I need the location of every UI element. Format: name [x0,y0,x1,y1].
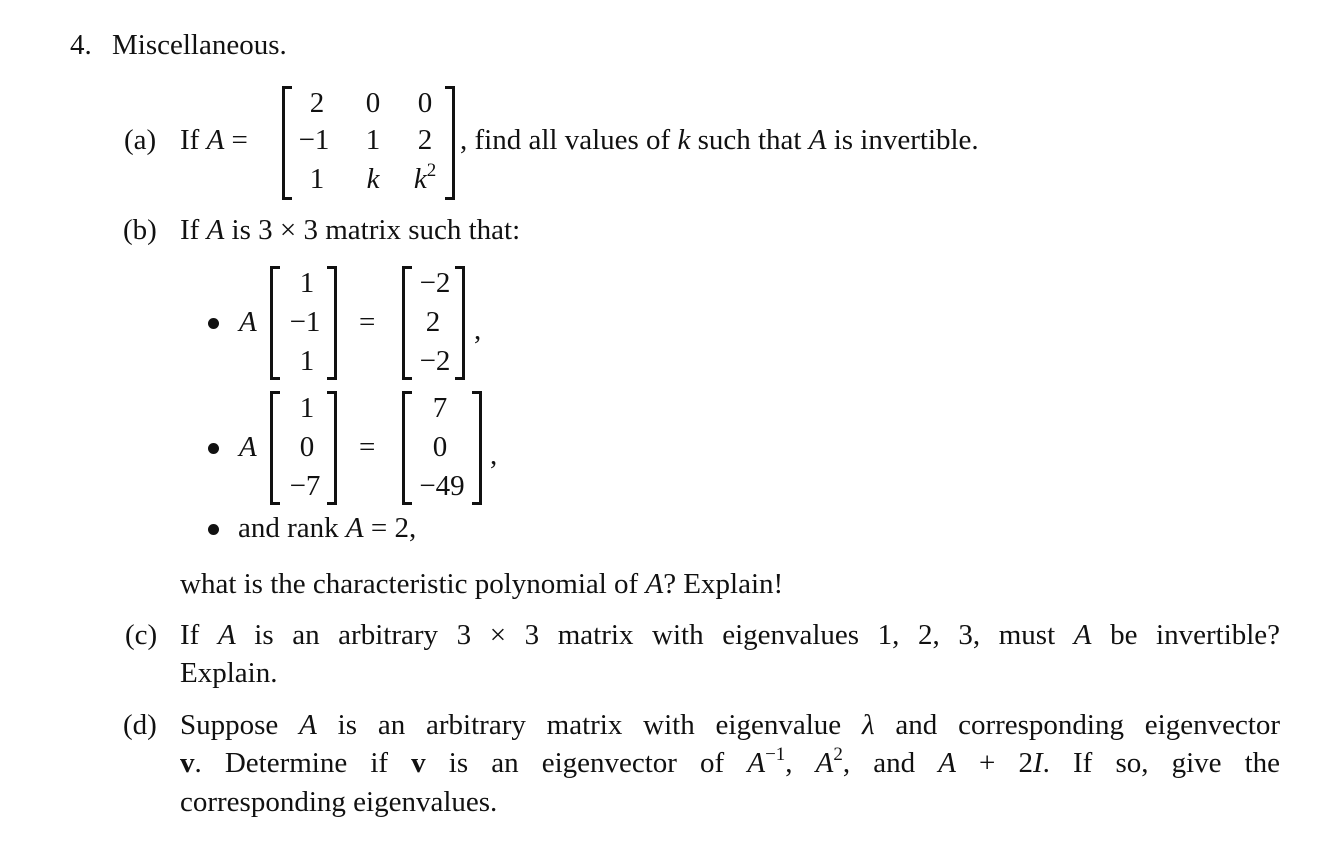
section-number: 4. [70,29,92,61]
bullet-2-var-a: A [239,431,257,463]
part-d-text-c: , [785,747,793,779]
part-d-text-b: is an eigenvector of [448,747,725,779]
part-d-squared-exp: 2 [833,744,843,765]
vec-b1-right-cell: −2 [419,345,451,377]
part-d-identity: I [1033,747,1043,779]
part-a-comma: , [460,124,468,156]
part-d-mid: is an arbitrary matrix with eigenvalue [337,709,842,741]
part-d-inverse-exp: −1 [765,744,786,765]
matrix-a-k: k [413,163,427,195]
bullet-1-equals: = [359,306,376,338]
part-d-line-3: corresponding eigenvalues. [180,786,498,818]
part-c-end: be invertible? [1110,619,1281,651]
part-d-vec-v-2: v [411,747,426,779]
part-b-question-pre: what is the characteristic polynomial of [180,568,639,600]
vec-b2-left-cell: 1 [299,392,315,424]
bullet-2-equals: = [359,431,376,463]
part-b-if: If [180,214,200,246]
part-c-var-a-2: A [1073,619,1092,651]
matrix-a-cell-k-squared [407,160,443,195]
part-a-equals: = [231,124,248,156]
vec-b2-left-cell: −7 [289,470,321,502]
part-a-if: If [180,124,200,156]
vec-b2-right-bracket-l [402,391,412,505]
vec-b2-left-cell: 0 [299,431,315,463]
vec-b2-left-bracket-l [270,391,280,505]
part-c-line-2: Explain. [180,657,278,689]
part-d-vec-v: v [180,747,195,779]
part-d-lambda: λ [862,709,875,741]
part-d-a-squared: A [815,747,834,779]
matrix-a-cell: 0 [417,87,433,119]
matrix-a-cell: 1 [365,124,381,156]
part-c-label: (c) [125,619,158,651]
part-c-line-1 [180,621,1280,650]
part-b-question-post: ? Explain! [663,568,784,600]
vec-b1-left-cell: −1 [289,306,321,338]
part-d-label: (d) [123,709,157,741]
bullet-2 [208,443,219,454]
vec-b2-right-cell: −49 [419,470,465,502]
part-a-text-1: find all values of [474,124,671,156]
part-d-text-a: . Determine if [194,747,389,779]
part-b-question [180,570,783,599]
vec-b2-right-cell: 0 [432,431,448,463]
matrix-a-left-bracket [282,86,292,200]
part-c-var-a: A [217,619,236,651]
vec-b2-right-cell: 7 [432,392,448,424]
bullet-3 [208,524,219,535]
part-d-text-d: , and [842,747,916,779]
vec-b2-right-bracket-r [472,391,482,505]
part-a-var-k: k [677,124,691,156]
matrix-a-right-bracket [445,86,455,200]
part-a-var-a-2: A [808,124,827,156]
part-d-pre: Suppose [180,709,279,741]
vec-b1-right-cell: 2 [425,306,441,338]
bullet-1-comma: , [474,314,482,346]
bullet-2-comma: , [490,439,498,471]
part-d-a-inverse: A [747,747,766,779]
vec-b1-left-cell: 1 [299,345,315,377]
part-b-question-var: A [645,568,664,600]
part-d-text-e: + 2 [979,747,1033,779]
part-d-text-f: . If so, give the [1042,747,1281,779]
vec-b1-left-cell: 1 [299,267,315,299]
matrix-a-cell: 2 [309,87,325,119]
part-a-lhs [180,126,248,155]
part-d-line-2 [180,744,1281,779]
part-a-rest [460,126,979,155]
vec-b1-left-bracket-l [270,266,280,380]
bullet-3-var-a: A [345,512,364,544]
section-title: Miscellaneous. [112,29,287,61]
part-a-label: (a) [124,124,157,156]
bullet-3-post: = 2, [370,512,417,544]
part-b-label: (b) [123,214,157,246]
bullet-3-pre: and rank [238,512,339,544]
part-c-mid: is an arbitrary 3 × 3 matrix with eigenvalues 1, 2, 3, must [254,619,1056,651]
matrix-a-cell: k [366,163,380,195]
part-b-intro [180,216,520,245]
bullet-1 [208,318,219,329]
matrix-a-cell: −1 [298,124,330,156]
part-d-end: and corresponding eigenvector [895,709,1281,741]
part-b-intro-text: is 3 × 3 matrix such that: [231,214,521,246]
matrix-a-k-exponent: 2 [426,160,437,181]
part-d-line-1 [180,711,1280,740]
part-a-text-2: such that [697,124,802,156]
matrix-a-cell: 2 [417,124,433,156]
bullet-1-var-a: A [239,306,257,338]
vec-b1-right-cell: −2 [419,267,451,299]
part-a-var-a: A [206,124,225,156]
part-d-var-a: A [299,709,317,741]
part-a-text-3: is invertible. [833,124,979,156]
part-c-if: If [180,619,200,651]
part-b-var-a: A [206,214,225,246]
bullet-3-text [238,514,416,543]
matrix-a-cell: 0 [365,87,381,119]
part-d-a-plus: A [938,747,956,779]
matrix-a-cell: 1 [309,163,325,195]
